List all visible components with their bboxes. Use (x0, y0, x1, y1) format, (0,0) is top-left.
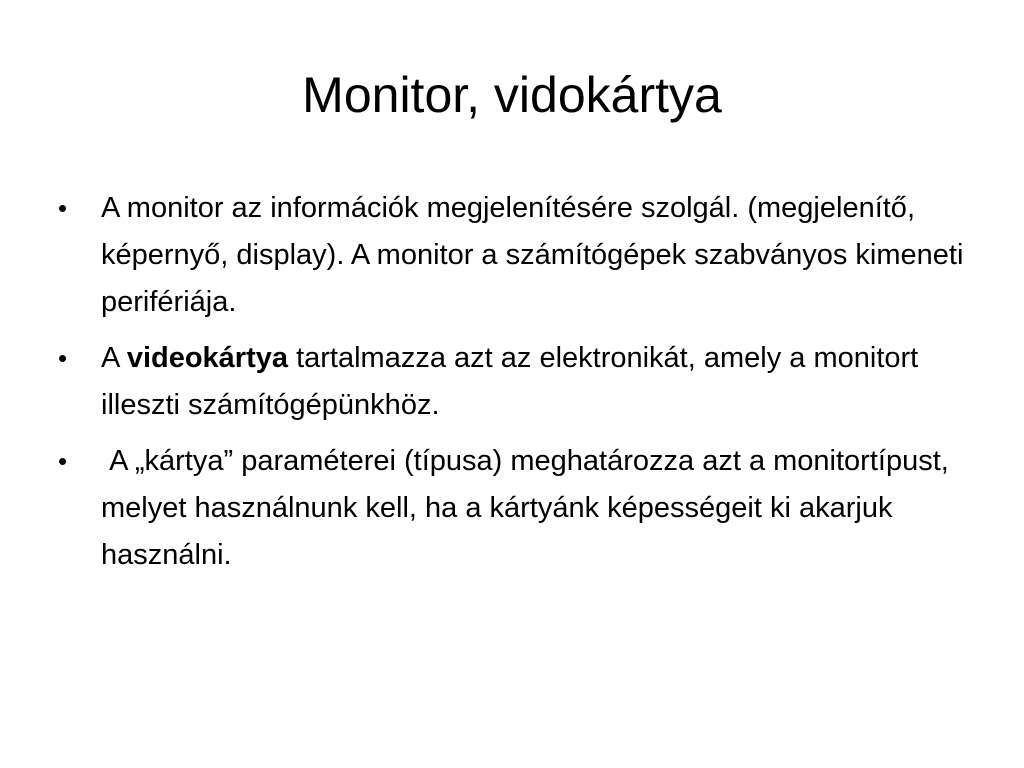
slide-title: Monitor, vidokártya (302, 67, 722, 123)
bullet-text-post: tartalmazza azt az elektronikát, amely a monitort illeszti számítógépünkhöz. (101, 342, 919, 421)
bullet-text: A „kártya” paraméterei (típusa) meghatározza azt a monitortípust, melyet használnunk kell, ha a kártyánk képességeit ki akarjuk használni. (101, 445, 957, 571)
bullet-item-card-parameters (58, 438, 968, 579)
bullet-icon: • (58, 343, 68, 373)
bullet-icon: • (58, 446, 68, 476)
bullet-text-bold-term: videokártya (126, 342, 289, 374)
bullet-text: A monitor az információk megjelenítésére szolgál. (megjelenítő, képernyő, display). A monitor a számítógépek szabványos kimeneti perifériája. (101, 192, 964, 318)
bullet-icon: • (58, 193, 68, 223)
bullet-list (58, 185, 968, 588)
bullet-item-videocard (58, 335, 968, 429)
bullet-item-monitor (58, 185, 968, 326)
bullet-text-pre: A (101, 342, 127, 374)
